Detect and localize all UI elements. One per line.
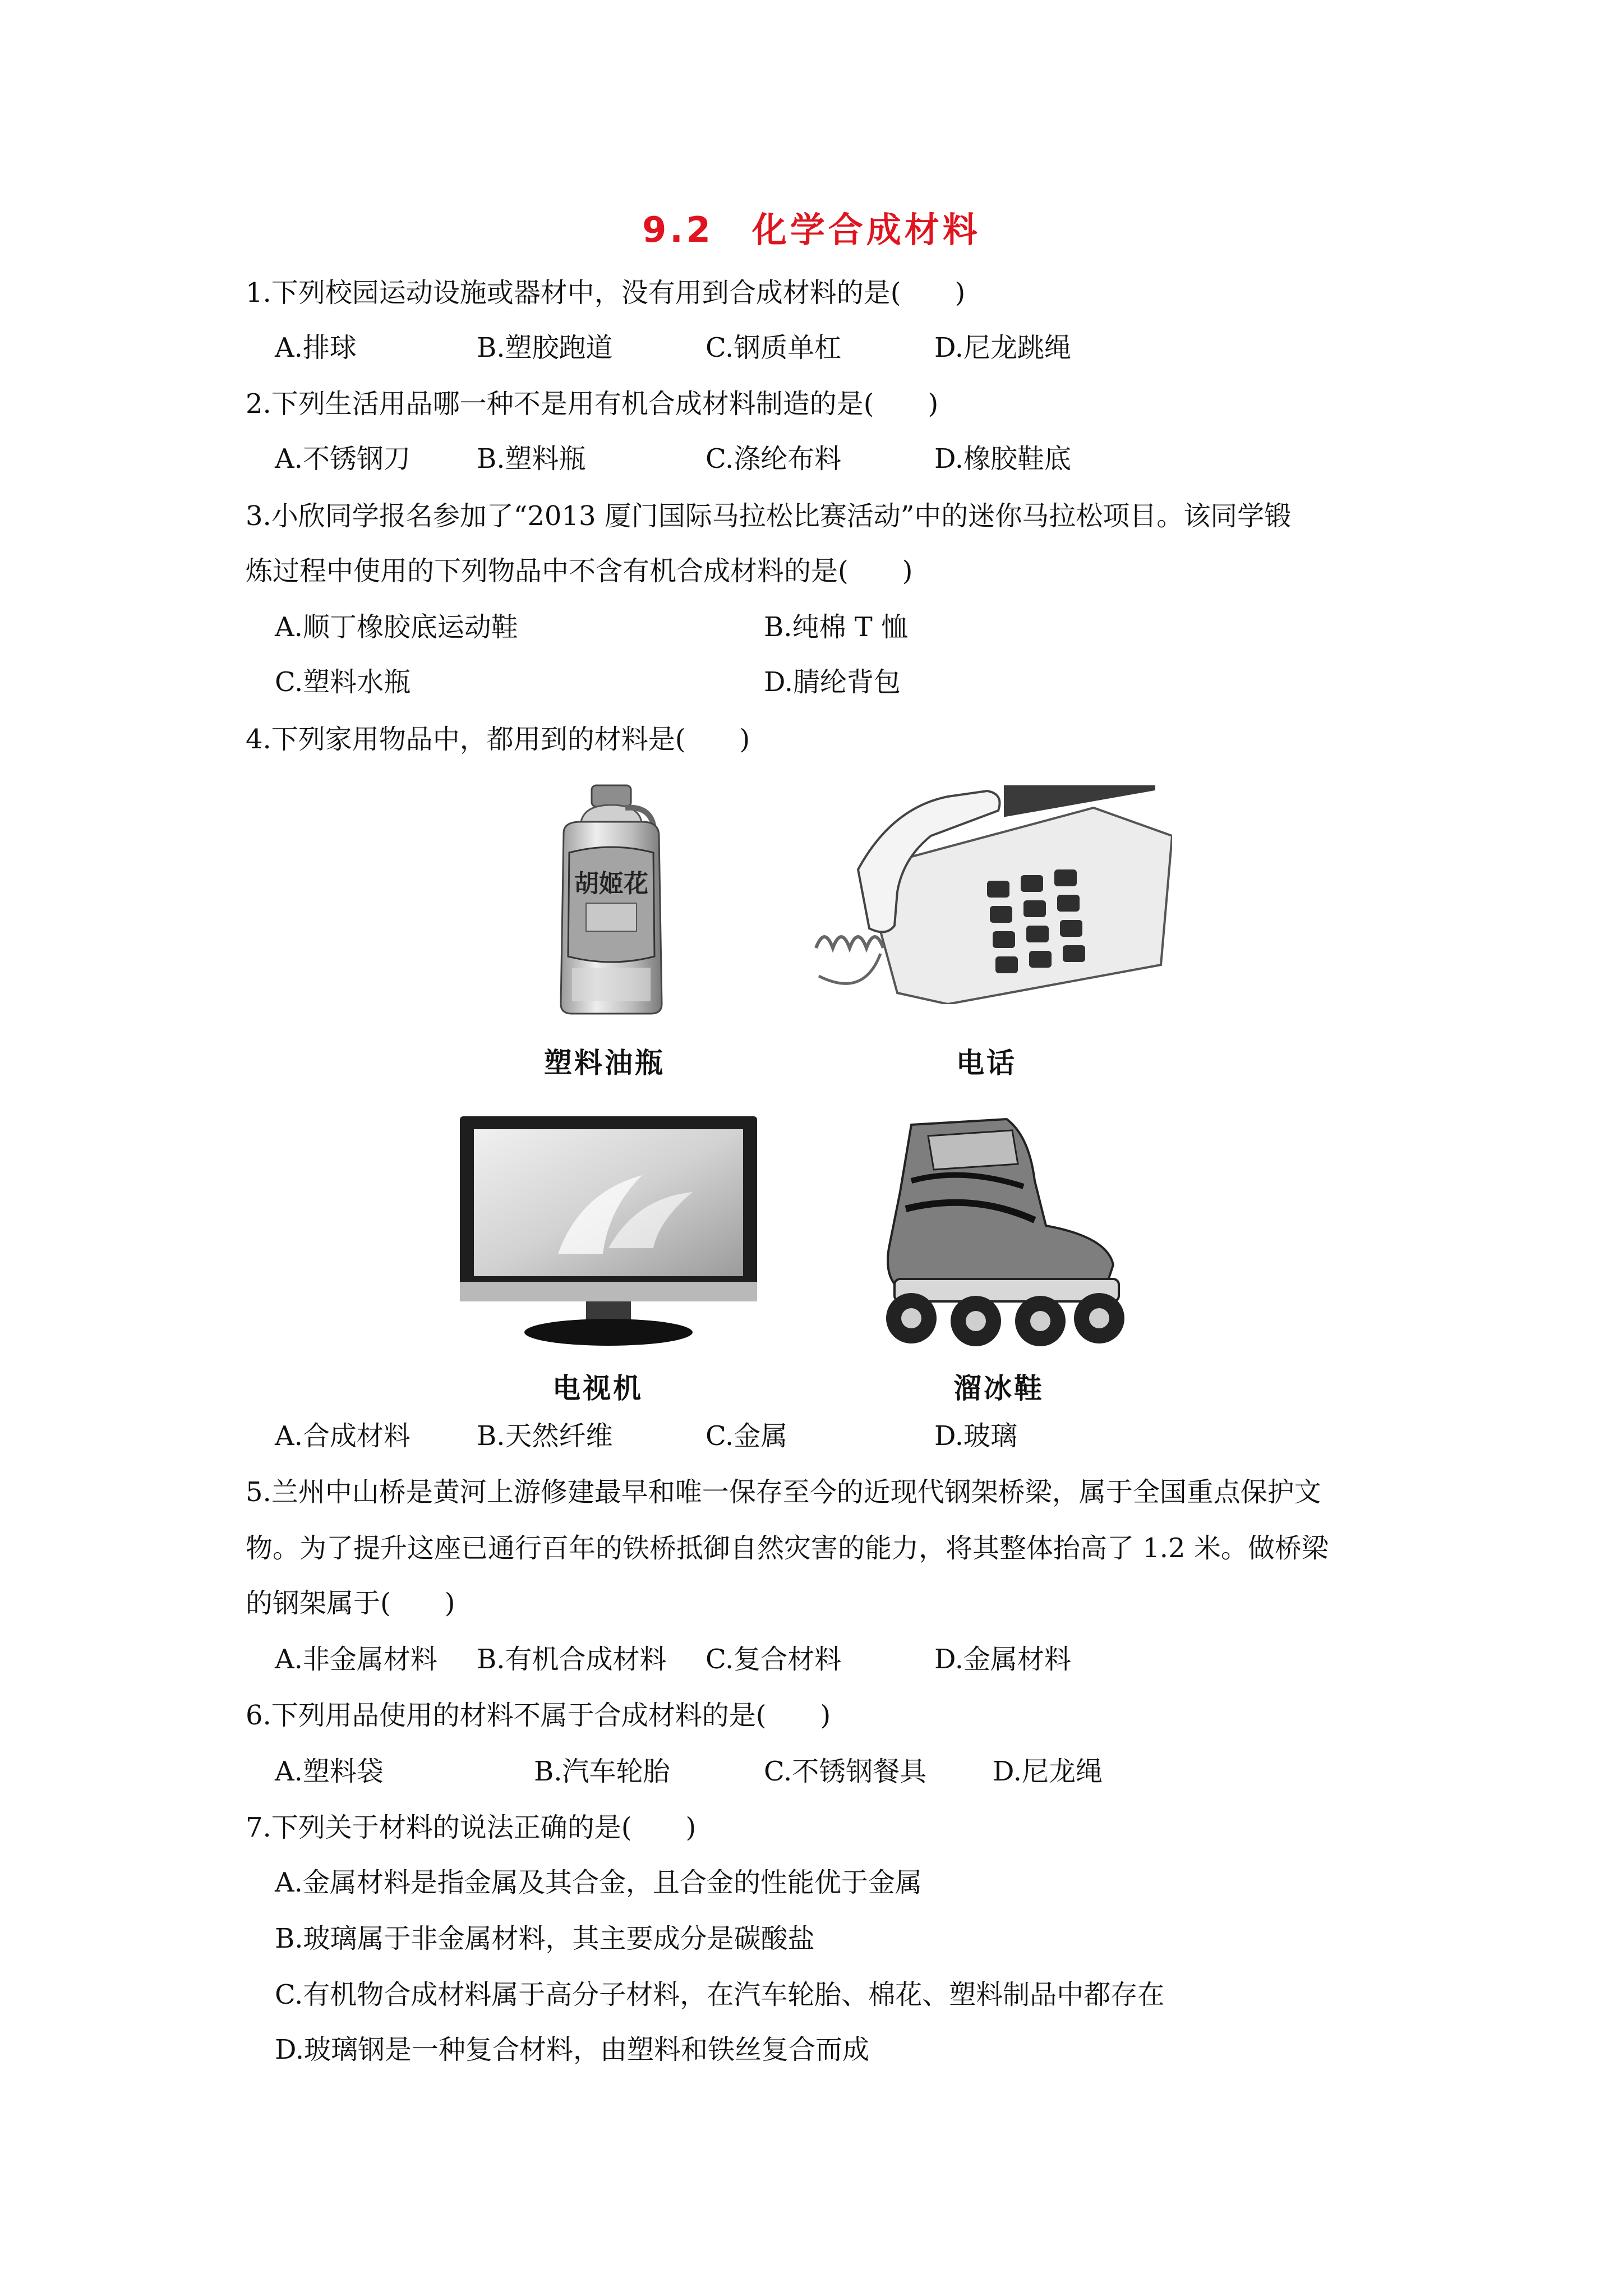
question-4-option-d: D.玻璃 [934,1420,1018,1452]
question-4-option-c: C.金属 [706,1420,788,1452]
question-5-option-b: B.有机合成材料 [477,1644,667,1675]
caption-oil-bottle: 塑料油瓶 [544,1047,665,1079]
question-2-option-d: D.橡胶鞋底 [934,443,1072,475]
question-5-option-c: C.复合材料 [706,1644,842,1675]
question-5-option-d: D.金属材料 [934,1644,1072,1675]
question-2-stem: 2.下列生活用品哪一种不是用有机合成材料制造的是( ) [246,388,939,420]
question-6-stem: 6.下列用品使用的材料不属于合成材料的是( ) [246,1700,831,1731]
roller-skate-image [844,1114,1147,1349]
question-7-option-d: D.玻璃钢是一种复合材料，由塑料和铁丝复合而成 [275,2034,870,2065]
question-1-option-a: A.排球 [275,332,357,364]
question-1-option-d: D.尼龙跳绳 [934,332,1072,364]
question-5-stem-line-2: 物。为了提升这座已通行百年的铁桥抵御自然灾害的能力，将其整体抬高了 1.2 米。做桥梁 [246,1533,1329,1564]
question-3-option-a: A.顺丁橡胶底运动鞋 [275,611,518,643]
caption-television: 电视机 [552,1372,643,1405]
question-2-option-a: A.不锈钢刀 [275,443,411,475]
caption-roller-skate: 溜冰鞋 [953,1372,1044,1405]
question-6-option-d: D.尼龙绳 [993,1756,1103,1787]
question-2-option-c: C.涤纶布料 [706,443,842,475]
question-4-stem: 4.下列家用物品中，都用到的材料是( ) [246,724,750,755]
television-image [457,1114,760,1349]
question-7-option-a: A.金属材料是指金属及其合金，且合金的性能优于金属 [275,1867,922,1898]
question-3-option-b: B.纯棉 T 恤 [764,611,909,643]
question-6-option-c: C.不锈钢餐具 [764,1756,927,1787]
question-3-option-c: C.塑料水瓶 [275,666,411,698]
question-7-option-b: B.玻璃属于非金属材料，其主要成分是碳酸盐 [275,1923,815,1954]
oil-bottle-image [547,783,676,1018]
question-4-option-a: A.合成材料 [275,1420,411,1452]
question-2-option-b: B.塑料瓶 [477,443,586,475]
question-1-option-b: B.塑胶跑道 [477,332,613,364]
question-5-option-a: A.非金属材料 [275,1644,437,1675]
page-title: 9.2 化学合成材料 [642,209,981,250]
question-3-option-d: D.腈纶背包 [764,666,901,698]
bottle-label-text: 胡姬花 [574,869,648,898]
caption-telephone: 电话 [956,1047,1017,1079]
question-3-stem-line-2: 炼过程中使用的下列物品中不含有机合成材料的是( ) [246,555,913,587]
question-4-option-b: B.天然纤维 [477,1420,613,1452]
question-7-stem: 7.下列关于材料的说法正确的是( ) [246,1812,697,1843]
question-7-option-c: C.有机物合成材料属于高分子材料，在汽车轮胎、棉花、塑料制品中都存在 [275,1979,1165,2010]
question-6-option-a: A.塑料袋 [275,1756,384,1787]
question-3-stem-line-1: 3.小欣同学报名参加了“2013 厦门国际马拉松比赛活动”中的迷你马拉松项目。该同学锻 [246,500,1292,532]
question-6-option-b: B.汽车轮胎 [534,1756,670,1787]
question-1-option-c: C.钢质单杠 [706,332,842,364]
question-5-stem-line-3: 的钢架属于( ) [246,1588,455,1619]
question-1-stem: 1.下列校园运动设施或器材中，没有用到合成材料的是( ) [246,277,966,309]
telephone-image [802,785,1172,1004]
question-5-stem-line-1: 5.兰州中山桥是黄河上游修建最早和唯一保存至今的近现代钢架桥梁，属于全国重点保护文 [246,1476,1321,1508]
